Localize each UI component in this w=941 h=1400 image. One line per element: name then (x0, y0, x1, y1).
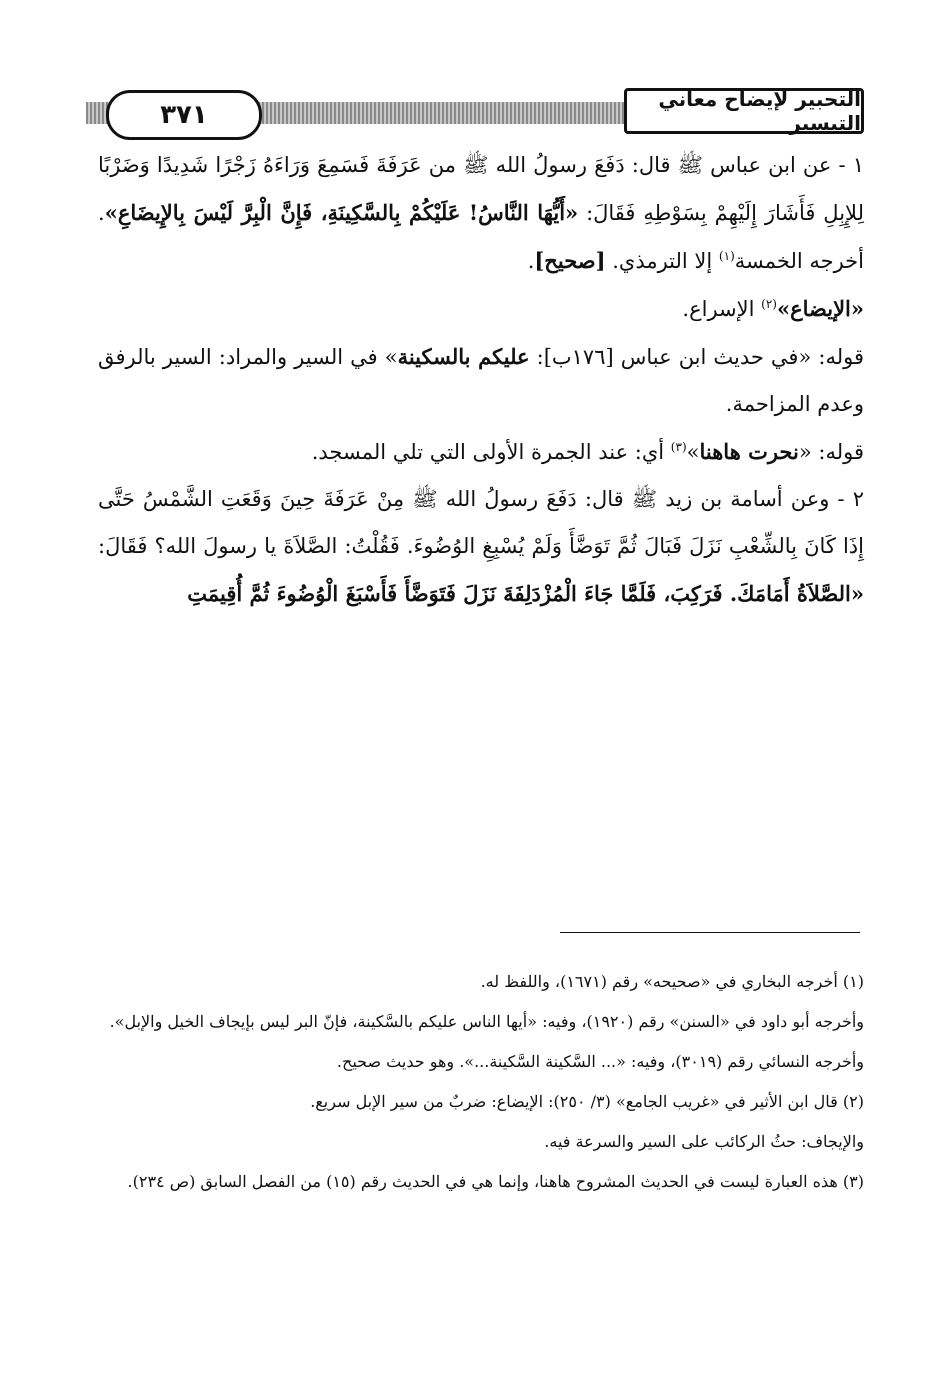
page-number: ٣٧١ (106, 90, 262, 140)
commentary-2-lead: قوله: « (798, 440, 864, 464)
commentary-2-quote: نحرت هاهنا (699, 439, 799, 464)
gloss-idaa (98, 285, 864, 333)
footnote-1: (١) أخرجه البخاري في «صحيحه» رقم (١٦٧١)، واللفظ له. (480, 972, 864, 991)
footnote-ref-2: (٢) (761, 297, 777, 311)
hadith-1-quote: «أَيُّهَا النَّاسُ! عَلَيْكُمْ بِالسَّكِينَةِ، فَإِنَّ الْبِرَّ لَيْسَ بِالإِيضَاعِ» (104, 200, 579, 225)
commentary-2-close: » (686, 440, 700, 464)
commentary-2 (98, 428, 864, 476)
footnote-1-nasai: وأخرجه النسائي رقم (٣٠١٩)، وفيه: «... السَّكينة السَّكينة...». وهو حديث صحيح. (336, 1052, 864, 1071)
footnote-ref-1: (١) (718, 249, 735, 263)
footnote-1-abu-dawud: وأخرجه أبو داود في «السنن» رقم (١٩٢٠)، وفيه: «أيها الناس عليكم بالسَّكينة، فإنّ البر ليس بإيجاف الخيل والإبل». (109, 1012, 864, 1031)
page-header (86, 88, 864, 144)
commentary-1-quote: عليكم بالسكينة (397, 344, 530, 369)
commentary-2-rest: أي: عند الجمرة الأولى التي تلي المسجد. (311, 440, 671, 464)
hadith-2-quote: «الصَّلاَةُ أَمَامَكَ. فَرَكِبَ، فَلَمَّا جَاءَ الْمُزْدَلِفَةَ نَزَلَ فَتَوَضَّأَ فَأَسْبَغَ الْوُضُوءَ ثُمَّ أُقِيمَتِ (187, 581, 864, 606)
footnote-2-ijaf: والإيجاف: حثُ الركائب على السير والسرعة فيه. (544, 1132, 864, 1151)
hadith-1-grade: [صحيح] (534, 248, 606, 273)
hadith-1-source: . أخرجه الخمسة (98, 201, 864, 273)
footnote-3: (٣) هذه العبارة ليست في الحديث المشروح هاهنا، وإنما هي في الحديث رقم (١٥) من الفصل السابق (ص ٢٣٤). (127, 1172, 864, 1191)
gloss-definition: الإسراع. (682, 297, 762, 321)
footnote-divider (560, 932, 860, 933)
footnote-2: (٢) قال ابن الأثير في «غريب الجامع» (٣/ ٢٥٠): الإيضاع: ضربٌ من سير الإبل سريع. (310, 1092, 864, 1111)
hadith-2 (98, 476, 864, 618)
book-title: التحبير لإيضاح معاني التيسير (624, 88, 864, 134)
hadith-1-source-2: إلا الترمذي. (605, 249, 719, 273)
commentary-1 (98, 333, 864, 428)
hadith-1-text: ١ - عن ابن عباس ﷺ قال: دَفَعَ رسولُ الله ﷺ من عَرَفَةَ فَسَمِعَ وَرَاءَهُ زَجْرًا شَدِيدًا وَضَرْبًا لِلإِبِلِ فَأَشَارَ إِلَيْهِمْ بِسَوْطِهِ فَقَالَ: (98, 153, 864, 225)
hadith-2-text: ٢ - وعن أسامة بن زيد ﷺ قال: دَفَعَ رسولُ الله ﷺ مِنْ عَرَفَةَ حِينَ وَقَعَتِ الشَّمْسُ حَتَّى إِذَا كَانَ بِالشِّعْبِ نَزَلَ فَبَالَ ثُمَّ تَوَضَّأَ وَلَمْ يُسْبِغِ الوُضُوءَ. فَقُلْتُ: الصَّلاَةَ يا رسولَ الله؟ فَقَالَ: (98, 487, 864, 558)
footnotes (80, 962, 864, 1202)
hadith-1 (98, 142, 864, 285)
gloss-term: «الإيضاع» (776, 296, 864, 321)
commentary-1-rest: » في السير والمراد: السير بالرفق وعدم المزاحمة. (98, 345, 864, 416)
footnote-ref-3: (٣) (670, 440, 687, 454)
commentary-1-lead: قوله: «في حديث ابن عباس [١٧٦ب]: (529, 345, 864, 369)
main-text (98, 142, 864, 618)
hadith-1-end: . (527, 249, 535, 273)
